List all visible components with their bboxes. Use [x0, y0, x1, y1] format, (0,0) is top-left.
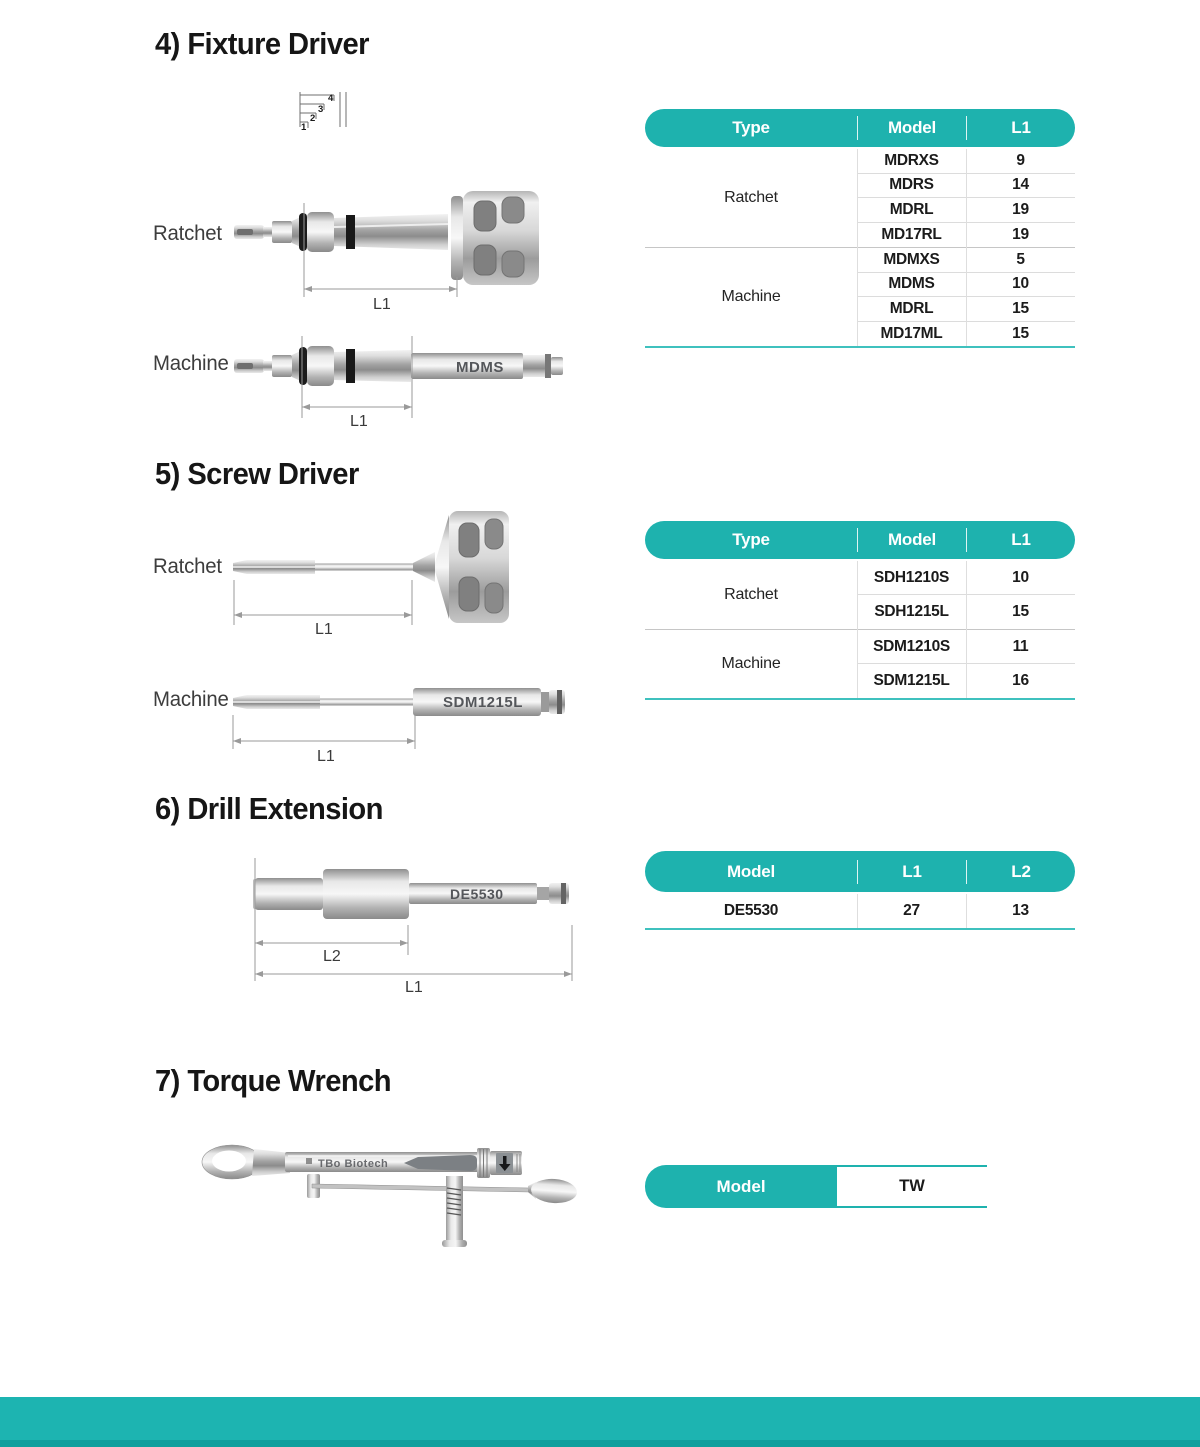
fixture-machine-dim-label: L1: [350, 413, 368, 430]
col-header-model: Model: [887, 530, 937, 549]
l1-cell: 14: [966, 174, 1075, 199]
drill-extension-table: [645, 851, 1075, 930]
model-cell: MDMS: [857, 273, 966, 298]
table-group-ratchet: [645, 561, 1075, 630]
model-cell: SDH1215L: [874, 603, 949, 620]
diagram-number-4: 4: [328, 93, 334, 104]
table-body: [645, 894, 1075, 930]
fixture-driver-machine-illustration: [230, 330, 575, 430]
torque-wrench-engraving: TBo Biotech: [318, 1158, 389, 1170]
table-header-row: [645, 521, 1075, 559]
l1-cell: 11: [966, 630, 1075, 664]
torque-wrench-table: [645, 1165, 987, 1208]
l2-cell: 13: [1012, 902, 1029, 919]
col-header-model: Model: [726, 861, 776, 881]
column-divider: [857, 561, 858, 698]
screw-ratchet-dim-label: L1: [315, 621, 333, 637]
type-cell: Machine: [721, 288, 781, 305]
l1-cell: 19: [966, 198, 1075, 223]
column-divider: [966, 149, 967, 346]
l1-cell: 9: [966, 149, 1075, 174]
drill-dim-l1-label: L1: [405, 979, 423, 996]
model-cell: MDMXS: [857, 248, 966, 273]
fixture-driver-table: [645, 109, 1075, 348]
screw-machine-engraving: SDM1215L: [443, 694, 523, 711]
diagram-number-2: 2: [310, 113, 316, 124]
screw-driver-table: [645, 521, 1075, 700]
model-cell: SDM1210S: [857, 630, 966, 664]
fixture-ratchet-label: Ratchet: [153, 222, 222, 245]
model-cell: DE5530: [723, 902, 779, 919]
section-heading-drill-extension: 6) Drill Extension: [155, 791, 383, 826]
col-header-l1: L1: [1011, 530, 1031, 549]
model-cell: MD17RL: [881, 225, 942, 243]
section-heading-torque-wrench: 7) Torque Wrench: [155, 1063, 391, 1098]
drill-extension-engraving: DE5530: [450, 886, 504, 902]
l1-cell: 16: [1012, 672, 1029, 689]
column-divider: [966, 561, 967, 698]
model-cell: MDRS: [857, 174, 966, 199]
column-divider: [966, 894, 967, 928]
table-group-machine: [645, 630, 1075, 698]
table-group-machine: [645, 248, 1075, 346]
model-value-cell: TW: [837, 1165, 987, 1208]
model-cell: MDRL: [857, 198, 966, 223]
l1-cell: 15: [966, 297, 1075, 322]
table-row: [645, 894, 1075, 928]
fixture-machine-engraving: MDMS: [456, 359, 504, 376]
type-cell: Ratchet: [724, 189, 778, 206]
screw-machine-dim-label: L1: [317, 748, 335, 765]
model-cell: SDH1210S: [857, 561, 966, 595]
model-cell: MDRXS: [857, 149, 966, 174]
col-header-l1: L1: [1011, 118, 1031, 137]
l1-cell: 19: [1012, 225, 1029, 243]
section-heading-screw-driver: 5) Screw Driver: [155, 456, 359, 491]
model-cell: SDM1215L: [873, 672, 950, 689]
table-body: [645, 149, 1075, 348]
col-header-l1: L1: [902, 861, 922, 881]
fixture-ratchet-dim-label: L1: [373, 296, 391, 313]
screw-driver-ratchet-illustration: [225, 505, 515, 637]
type-cell: Ratchet: [724, 586, 778, 603]
screw-machine-label: Machine: [153, 688, 229, 711]
drill-dim-l2-label: L2: [323, 948, 341, 965]
table-group-ratchet: [645, 149, 1075, 248]
col-header-type: Type: [732, 530, 770, 549]
diagram-number-3: 3: [318, 104, 324, 115]
l1-cell: 15: [1012, 603, 1029, 620]
col-header-model: Model: [887, 118, 937, 137]
column-divider: [857, 149, 858, 346]
fixture-dimension-key-diagram: [292, 84, 350, 132]
page-footer-bar: [0, 1397, 1200, 1447]
torque-wrench-illustration: [190, 1138, 585, 1253]
model-cell: MDRL: [857, 297, 966, 322]
type-cell: Machine: [721, 655, 781, 672]
l1-cell: 5: [966, 248, 1075, 273]
l1-cell: 10: [966, 273, 1075, 298]
col-header-model: Model: [645, 1165, 837, 1208]
l1-cell: 15: [1012, 324, 1029, 342]
table-body: [645, 561, 1075, 700]
table-header-row: [645, 851, 1075, 892]
screw-ratchet-label: Ratchet: [153, 555, 222, 578]
fixture-driver-ratchet-illustration: [230, 185, 560, 315]
l1-cell: 10: [966, 561, 1075, 595]
column-divider: [857, 894, 858, 928]
screw-driver-machine-illustration: [225, 675, 580, 770]
section-heading-fixture-driver: 4) Fixture Driver: [155, 26, 369, 61]
col-header-type: Type: [732, 118, 770, 137]
table-header-row: [645, 109, 1075, 147]
fixture-machine-label: Machine: [153, 352, 229, 375]
col-header-l2: L2: [1011, 861, 1031, 881]
l1-cell: 27: [903, 902, 920, 919]
drill-extension-illustration: [245, 855, 580, 1005]
model-cell: MD17ML: [880, 324, 943, 342]
diagram-number-1: 1: [301, 122, 307, 132]
